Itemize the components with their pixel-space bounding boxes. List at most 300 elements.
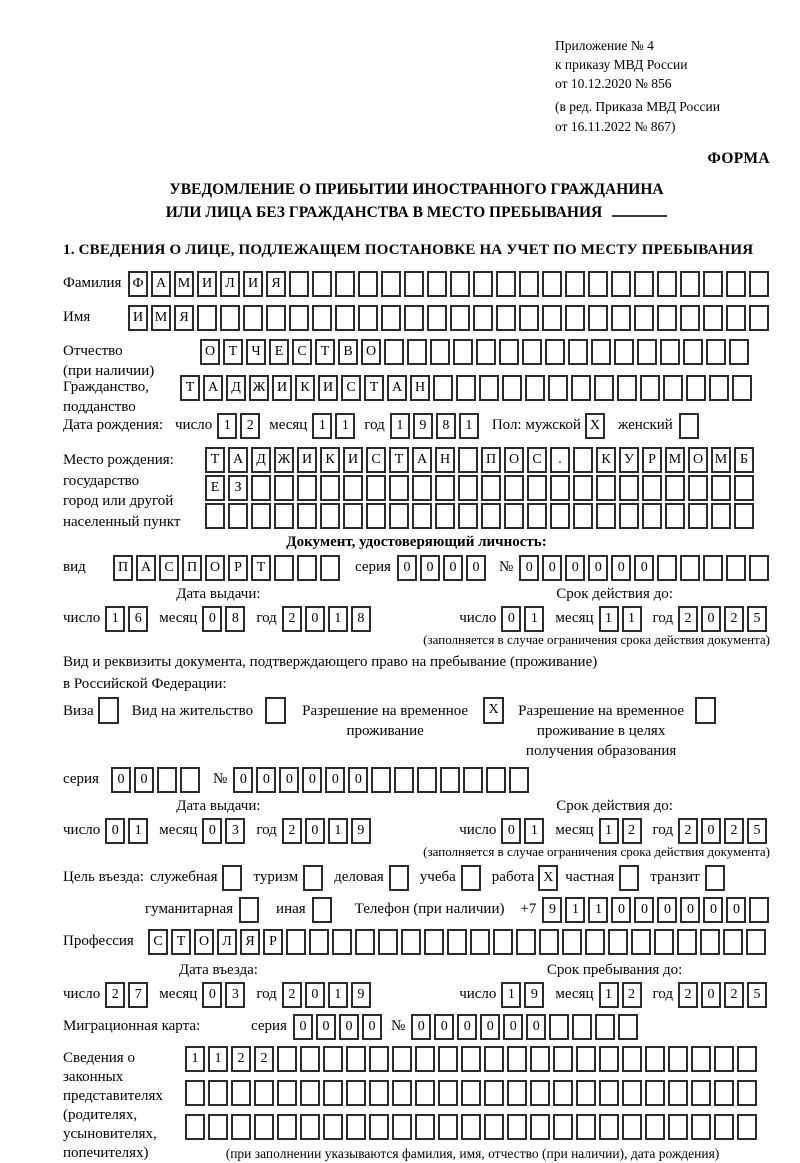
form-cell[interactable] xyxy=(366,475,386,501)
form-cell[interactable]: 0 xyxy=(420,555,440,581)
form-cell[interactable] xyxy=(309,929,329,955)
form-cell[interactable] xyxy=(481,503,501,529)
form-cell[interactable]: 0 xyxy=(588,555,608,581)
form-cell[interactable] xyxy=(594,375,614,401)
form-cell[interactable]: 2 xyxy=(282,818,302,844)
form-cell[interactable] xyxy=(381,271,401,297)
form-cell[interactable]: Б xyxy=(734,447,754,473)
form-cell[interactable]: 9 xyxy=(542,897,562,923)
form-cell[interactable] xyxy=(266,305,286,331)
form-cell[interactable] xyxy=(447,929,467,955)
form-cell[interactable] xyxy=(695,697,716,724)
form-cell[interactable]: Е xyxy=(205,475,225,501)
form-cell[interactable]: Т xyxy=(251,555,271,581)
form-cell[interactable]: 1 xyxy=(459,413,479,439)
form-cell[interactable] xyxy=(573,475,593,501)
form-cell[interactable] xyxy=(709,375,729,401)
purpose-tourism-checkbox[interactable] xyxy=(303,865,326,891)
form-cell[interactable] xyxy=(571,375,591,401)
form-cell[interactable]: 0 xyxy=(348,767,368,793)
form-cell[interactable]: 1 xyxy=(599,818,619,844)
purpose-study-checkbox[interactable] xyxy=(461,865,484,891)
purpose-transit-checkbox[interactable] xyxy=(705,865,728,891)
form-cell[interactable]: А xyxy=(387,375,407,401)
form-cell[interactable]: А xyxy=(203,375,223,401)
form-cell[interactable] xyxy=(231,1080,251,1106)
form-cell[interactable] xyxy=(98,697,119,724)
form-cell[interactable]: А xyxy=(412,447,432,473)
form-cell[interactable] xyxy=(619,475,639,501)
form-cell[interactable] xyxy=(384,339,404,365)
form-cell[interactable]: 0 xyxy=(503,1014,523,1040)
form-cell[interactable] xyxy=(525,375,545,401)
form-cell[interactable] xyxy=(274,555,294,581)
form-cell[interactable]: Ф xyxy=(128,271,148,297)
form-cell[interactable]: Ч xyxy=(246,339,266,365)
profession-cells[interactable] xyxy=(148,929,769,955)
form-cell[interactable]: И xyxy=(197,271,217,297)
form-cell[interactable] xyxy=(438,1114,458,1140)
form-cell[interactable]: Т xyxy=(223,339,243,365)
form-cell[interactable]: 2 xyxy=(231,1046,251,1072)
representatives-row1-cells[interactable] xyxy=(185,1046,760,1072)
form-cell[interactable]: 8 xyxy=(351,606,371,632)
form-cell[interactable] xyxy=(180,767,200,793)
form-cell[interactable] xyxy=(749,897,769,923)
form-cell[interactable]: 9 xyxy=(351,982,371,1008)
form-cell[interactable] xyxy=(335,305,355,331)
form-cell[interactable] xyxy=(251,503,271,529)
form-cell[interactable]: И xyxy=(318,375,338,401)
patronymic-cells[interactable] xyxy=(200,339,752,365)
form-cell[interactable]: 2 xyxy=(282,606,302,632)
form-cell[interactable] xyxy=(343,503,363,529)
citizenship-cells[interactable] xyxy=(180,375,755,401)
form-cell[interactable]: 5 xyxy=(747,982,767,1008)
form-cell[interactable]: 0 xyxy=(202,818,222,844)
form-cell[interactable] xyxy=(486,767,506,793)
form-cell[interactable] xyxy=(476,339,496,365)
form-cell[interactable] xyxy=(634,305,654,331)
form-cell[interactable] xyxy=(335,271,355,297)
form-cell[interactable] xyxy=(663,375,683,401)
form-cell[interactable]: 1 xyxy=(128,818,148,844)
form-cell[interactable]: 0 xyxy=(339,1014,359,1040)
form-cell[interactable] xyxy=(438,1080,458,1106)
form-cell[interactable] xyxy=(208,1114,228,1140)
firstname-cells[interactable] xyxy=(128,305,772,331)
form-cell[interactable] xyxy=(737,1080,757,1106)
form-cell[interactable] xyxy=(565,305,585,331)
form-cell[interactable]: 1 xyxy=(208,1046,228,1072)
migration-series-cells[interactable] xyxy=(293,1014,385,1040)
form-cell[interactable]: О xyxy=(205,555,225,581)
form-cell[interactable] xyxy=(640,375,660,401)
form-cell[interactable] xyxy=(312,305,332,331)
form-cell[interactable] xyxy=(433,375,453,401)
residence-number-cells[interactable] xyxy=(233,767,532,793)
form-cell[interactable]: Т xyxy=(180,375,200,401)
form-cell[interactable] xyxy=(550,503,570,529)
form-cell[interactable] xyxy=(300,1046,320,1072)
form-cell[interactable]: 9 xyxy=(524,982,544,1008)
form-cell[interactable] xyxy=(504,503,524,529)
form-cell[interactable] xyxy=(453,339,473,365)
form-cell[interactable] xyxy=(369,1114,389,1140)
form-cell[interactable] xyxy=(573,447,593,473)
stay-day-cells[interactable] xyxy=(501,982,547,1008)
form-cell[interactable]: 0 xyxy=(565,555,585,581)
form-cell[interactable]: 2 xyxy=(105,982,125,1008)
form-cell[interactable] xyxy=(461,1080,481,1106)
form-cell[interactable] xyxy=(729,339,749,365)
form-cell[interactable]: 2 xyxy=(678,982,698,1008)
form-cell[interactable] xyxy=(657,555,677,581)
form-cell[interactable] xyxy=(274,475,294,501)
form-cell[interactable] xyxy=(642,475,662,501)
form-cell[interactable] xyxy=(251,475,271,501)
form-cell[interactable]: И xyxy=(243,271,263,297)
form-cell[interactable] xyxy=(484,1046,504,1072)
form-cell[interactable] xyxy=(484,1114,504,1140)
form-cell[interactable] xyxy=(504,475,524,501)
form-cell[interactable] xyxy=(734,475,754,501)
doc-issue-day-cells[interactable] xyxy=(105,606,151,632)
form-cell[interactable]: 1 xyxy=(622,606,642,632)
form-cell[interactable]: 0 xyxy=(202,982,222,1008)
form-cell[interactable]: 0 xyxy=(703,897,723,923)
form-cell[interactable] xyxy=(680,555,700,581)
form-cell[interactable] xyxy=(737,1114,757,1140)
form-cell[interactable]: 0 xyxy=(134,767,154,793)
form-cell[interactable] xyxy=(516,929,536,955)
form-cell[interactable] xyxy=(277,1046,297,1072)
form-cell[interactable]: С xyxy=(366,447,386,473)
form-cell[interactable]: С xyxy=(527,447,547,473)
form-cell[interactable]: 1 xyxy=(335,413,355,439)
form-cell[interactable] xyxy=(572,1014,592,1040)
form-cell[interactable]: 0 xyxy=(305,982,325,1008)
form-cell[interactable]: О xyxy=(688,447,708,473)
form-cell[interactable] xyxy=(619,503,639,529)
form-cell[interactable] xyxy=(700,929,720,955)
form-cell[interactable]: Е xyxy=(269,339,289,365)
form-cell[interactable]: У xyxy=(619,447,639,473)
form-cell[interactable] xyxy=(705,865,725,891)
form-cell[interactable]: П xyxy=(481,447,501,473)
form-cell[interactable] xyxy=(737,1046,757,1072)
form-cell[interactable] xyxy=(599,1114,619,1140)
form-cell[interactable]: 0 xyxy=(680,897,700,923)
form-cell[interactable] xyxy=(332,929,352,955)
form-cell[interactable] xyxy=(734,503,754,529)
form-cell[interactable] xyxy=(683,339,703,365)
form-cell[interactable]: Т xyxy=(315,339,335,365)
form-cell[interactable]: 0 xyxy=(634,897,654,923)
form-cell[interactable] xyxy=(723,929,743,955)
form-cell[interactable]: 1 xyxy=(328,982,348,1008)
form-cell[interactable] xyxy=(185,1114,205,1140)
sex-male-checkbox[interactable] xyxy=(585,413,608,439)
form-cell[interactable]: 5 xyxy=(747,606,767,632)
form-cell[interactable]: О xyxy=(361,339,381,365)
form-cell[interactable]: 0 xyxy=(611,555,631,581)
doc-series-cells[interactable] xyxy=(397,555,489,581)
form-cell[interactable] xyxy=(297,555,317,581)
form-cell[interactable] xyxy=(320,555,340,581)
form-cell[interactable] xyxy=(297,503,317,529)
form-cell[interactable] xyxy=(493,929,513,955)
form-cell[interactable] xyxy=(392,1046,412,1072)
form-cell[interactable]: 1 xyxy=(501,982,521,1008)
form-cell[interactable] xyxy=(389,475,409,501)
form-cell[interactable]: Т xyxy=(389,447,409,473)
form-cell[interactable] xyxy=(703,305,723,331)
form-cell[interactable]: Р xyxy=(263,929,283,955)
form-cell[interactable] xyxy=(401,929,421,955)
form-cell[interactable]: 6 xyxy=(128,606,148,632)
form-cell[interactable]: 2 xyxy=(724,982,744,1008)
form-cell[interactable]: Л xyxy=(217,929,237,955)
form-cell[interactable]: Я xyxy=(266,271,286,297)
doc-valid-year-cells[interactable] xyxy=(678,606,770,632)
form-cell[interactable] xyxy=(588,271,608,297)
form-cell[interactable]: М xyxy=(151,305,171,331)
form-cell[interactable] xyxy=(389,503,409,529)
form-cell[interactable]: 0 xyxy=(701,982,721,1008)
form-cell[interactable]: 1 xyxy=(565,897,585,923)
form-cell[interactable] xyxy=(496,305,516,331)
residence-valid-year-cells[interactable] xyxy=(678,818,770,844)
form-cell[interactable] xyxy=(300,1114,320,1140)
form-cell[interactable] xyxy=(369,1080,389,1106)
form-cell[interactable] xyxy=(622,1080,642,1106)
form-cell[interactable]: Ж xyxy=(249,375,269,401)
form-cell[interactable]: М xyxy=(711,447,731,473)
form-cell[interactable] xyxy=(726,555,746,581)
form-cell[interactable] xyxy=(645,1080,665,1106)
form-cell[interactable] xyxy=(726,271,746,297)
form-cell[interactable] xyxy=(568,339,588,365)
form-cell[interactable]: Я xyxy=(174,305,194,331)
form-cell[interactable] xyxy=(300,1080,320,1106)
form-cell[interactable]: 2 xyxy=(678,606,698,632)
form-cell[interactable] xyxy=(222,865,242,891)
temp-residence-edu-checkbox[interactable] xyxy=(695,697,719,724)
form-cell[interactable] xyxy=(618,1014,638,1040)
form-cell[interactable]: 7 xyxy=(128,982,148,1008)
form-cell[interactable] xyxy=(435,475,455,501)
form-cell[interactable] xyxy=(381,305,401,331)
stay-month-cells[interactable] xyxy=(599,982,645,1008)
form-cell[interactable] xyxy=(286,929,306,955)
birth-place-row2-cells[interactable] xyxy=(205,475,757,501)
birth-place-row1-cells[interactable] xyxy=(205,447,757,473)
form-cell[interactable]: 0 xyxy=(202,606,222,632)
form-cell[interactable] xyxy=(657,271,677,297)
form-cell[interactable]: С xyxy=(341,375,361,401)
form-cell[interactable] xyxy=(239,897,259,923)
form-cell[interactable]: В xyxy=(338,339,358,365)
form-cell[interactable] xyxy=(220,305,240,331)
form-cell[interactable]: 0 xyxy=(501,606,521,632)
doc-issue-year-cells[interactable] xyxy=(282,606,374,632)
migration-number-cells[interactable] xyxy=(411,1014,641,1040)
doc-valid-month-cells[interactable] xyxy=(599,606,645,632)
surname-cells[interactable] xyxy=(128,271,772,297)
form-cell[interactable] xyxy=(254,1080,274,1106)
form-cell[interactable] xyxy=(277,1114,297,1140)
form-cell[interactable] xyxy=(346,1046,366,1072)
form-cell[interactable] xyxy=(691,1046,711,1072)
form-cell[interactable]: И xyxy=(272,375,292,401)
form-cell[interactable]: Я xyxy=(240,929,260,955)
form-cell[interactable] xyxy=(440,767,460,793)
form-cell[interactable] xyxy=(243,305,263,331)
form-cell[interactable]: 0 xyxy=(305,818,325,844)
form-cell[interactable] xyxy=(392,1114,412,1140)
form-cell[interactable] xyxy=(530,1080,550,1106)
form-cell[interactable] xyxy=(617,375,637,401)
form-cell[interactable]: 2 xyxy=(240,413,260,439)
form-cell[interactable] xyxy=(481,475,501,501)
form-cell[interactable] xyxy=(277,1080,297,1106)
form-cell[interactable] xyxy=(714,1080,734,1106)
form-cell[interactable] xyxy=(415,1046,435,1072)
form-cell[interactable] xyxy=(366,503,386,529)
form-cell[interactable]: С xyxy=(148,929,168,955)
form-cell[interactable] xyxy=(450,305,470,331)
form-cell[interactable] xyxy=(549,1014,569,1040)
form-cell[interactable] xyxy=(599,1080,619,1106)
form-cell[interactable]: М xyxy=(665,447,685,473)
form-cell[interactable]: З xyxy=(228,475,248,501)
form-cell[interactable] xyxy=(686,375,706,401)
form-cell[interactable]: 0 xyxy=(256,767,276,793)
form-cell[interactable]: П xyxy=(182,555,202,581)
form-cell[interactable] xyxy=(668,1046,688,1072)
form-cell[interactable] xyxy=(645,1046,665,1072)
form-cell[interactable] xyxy=(438,1046,458,1072)
form-cell[interactable] xyxy=(231,1114,251,1140)
form-cell[interactable] xyxy=(407,339,427,365)
form-cell[interactable] xyxy=(553,1080,573,1106)
form-cell[interactable]: 8 xyxy=(225,606,245,632)
form-cell[interactable]: К xyxy=(596,447,616,473)
form-cell[interactable] xyxy=(576,1046,596,1072)
form-cell[interactable]: 0 xyxy=(480,1014,500,1040)
form-cell[interactable]: Т xyxy=(171,929,191,955)
form-cell[interactable] xyxy=(323,1046,343,1072)
form-cell[interactable]: А xyxy=(228,447,248,473)
form-cell[interactable] xyxy=(458,447,478,473)
form-cell[interactable]: 9 xyxy=(413,413,433,439)
form-cell[interactable]: Н xyxy=(410,375,430,401)
doc-kind-cells[interactable] xyxy=(113,555,343,581)
form-cell[interactable]: 0 xyxy=(316,1014,336,1040)
sex-female-checkbox[interactable] xyxy=(679,413,702,439)
form-cell[interactable] xyxy=(358,305,378,331)
form-cell[interactable]: 0 xyxy=(305,606,325,632)
form-cell[interactable] xyxy=(228,503,248,529)
form-cell[interactable] xyxy=(484,1080,504,1106)
form-cell[interactable] xyxy=(588,305,608,331)
form-cell[interactable]: 0 xyxy=(466,555,486,581)
form-cell[interactable] xyxy=(265,697,286,724)
residence-issue-month-cells[interactable] xyxy=(202,818,248,844)
form-cell[interactable] xyxy=(461,1114,481,1140)
form-cell[interactable]: 0 xyxy=(362,1014,382,1040)
form-cell[interactable] xyxy=(346,1080,366,1106)
form-cell[interactable] xyxy=(358,271,378,297)
form-cell[interactable] xyxy=(208,1080,228,1106)
form-cell[interactable] xyxy=(548,375,568,401)
form-cell[interactable] xyxy=(622,1046,642,1072)
form-cell[interactable] xyxy=(660,339,680,365)
form-cell[interactable]: 1 xyxy=(524,818,544,844)
form-cell[interactable] xyxy=(562,929,582,955)
form-cell[interactable] xyxy=(507,1080,527,1106)
form-cell[interactable] xyxy=(378,929,398,955)
form-cell[interactable]: О xyxy=(194,929,214,955)
form-cell[interactable] xyxy=(565,271,585,297)
form-cell[interactable]: 0 xyxy=(302,767,322,793)
form-cell[interactable] xyxy=(665,475,685,501)
form-cell[interactable]: 0 xyxy=(657,897,677,923)
form-cell[interactable]: 1 xyxy=(524,606,544,632)
form-cell[interactable]: Ж xyxy=(274,447,294,473)
form-cell[interactable]: 0 xyxy=(293,1014,313,1040)
form-cell[interactable] xyxy=(714,1114,734,1140)
form-cell[interactable] xyxy=(458,475,478,501)
form-cell[interactable] xyxy=(415,1114,435,1140)
form-cell[interactable] xyxy=(576,1080,596,1106)
form-cell[interactable] xyxy=(657,305,677,331)
form-cell[interactable]: 1 xyxy=(390,413,410,439)
form-cell[interactable] xyxy=(461,1046,481,1072)
form-cell[interactable] xyxy=(668,1114,688,1140)
form-cell[interactable] xyxy=(392,1080,412,1106)
form-cell[interactable] xyxy=(456,375,476,401)
form-cell[interactable] xyxy=(519,305,539,331)
form-cell[interactable] xyxy=(527,475,547,501)
form-cell[interactable] xyxy=(404,305,424,331)
form-cell[interactable]: 0 xyxy=(634,555,654,581)
form-cell[interactable]: 0 xyxy=(457,1014,477,1040)
form-cell[interactable] xyxy=(254,1114,274,1140)
form-cell[interactable] xyxy=(631,929,651,955)
form-cell[interactable] xyxy=(496,271,516,297)
form-cell[interactable] xyxy=(539,929,559,955)
purpose-other-checkbox[interactable] xyxy=(312,897,335,923)
form-cell[interactable]: 2 xyxy=(678,818,698,844)
entry-month-cells[interactable] xyxy=(202,982,248,1008)
form-cell[interactable] xyxy=(634,271,654,297)
form-cell[interactable] xyxy=(343,475,363,501)
form-cell[interactable] xyxy=(522,339,542,365)
form-cell[interactable]: 0 xyxy=(726,897,746,923)
form-cell[interactable] xyxy=(323,1114,343,1140)
form-cell[interactable] xyxy=(691,1114,711,1140)
form-cell[interactable]: С xyxy=(159,555,179,581)
form-cell[interactable] xyxy=(303,865,323,891)
form-cell[interactable] xyxy=(608,929,628,955)
form-cell[interactable]: А xyxy=(151,271,171,297)
form-cell[interactable] xyxy=(595,1014,615,1040)
form-cell[interactable]: 1 xyxy=(588,897,608,923)
residence-permit-checkbox[interactable] xyxy=(265,697,289,724)
form-cell[interactable]: Л xyxy=(220,271,240,297)
